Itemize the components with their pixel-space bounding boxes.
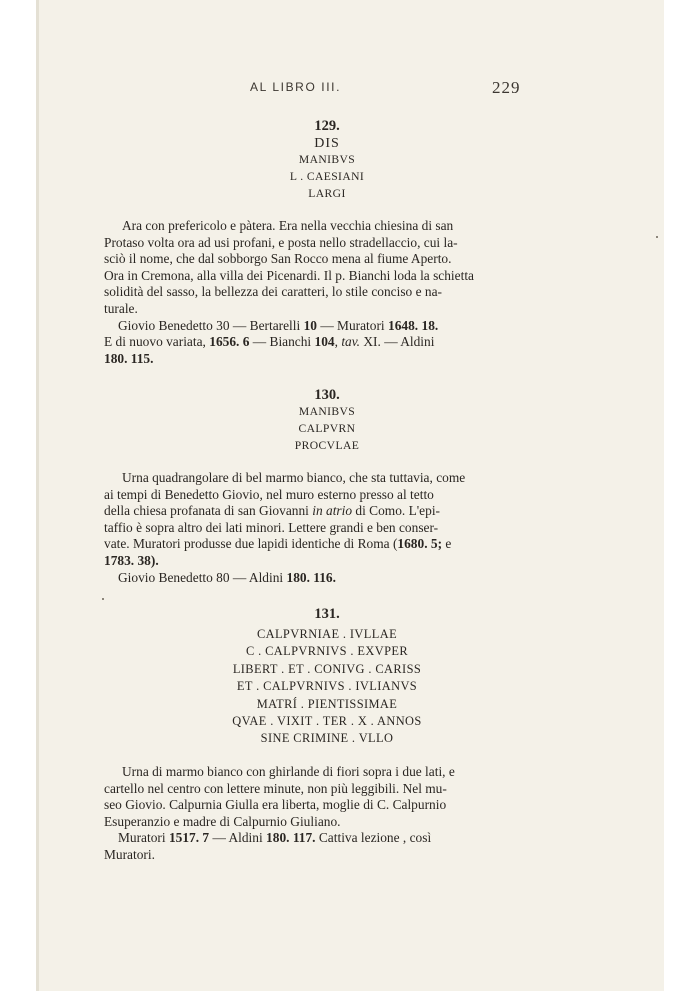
ref-text: — Muratori xyxy=(316,317,389,333)
commentary-italic: in atrio xyxy=(312,503,353,519)
commentary-text: della chiesa profanata di san Giovanni xyxy=(104,503,313,519)
commentary-line: Urna di marmo bianco con ghirlande di fiori sopra i due lati, e xyxy=(122,764,455,779)
ref-text: XI. — Aldini xyxy=(360,334,435,350)
inscription-line: MANIBVS xyxy=(298,405,356,418)
inscription-line: L . CAESIANI xyxy=(289,169,365,183)
book-page xyxy=(36,0,664,991)
references-131-line2: Muratori. xyxy=(104,846,155,862)
ref-text: Giovio Benedetto 30 — Bertarelli xyxy=(118,317,304,333)
references-129-line2 xyxy=(104,334,550,351)
commentary-line: cartello nel centro con lettere minute, non più leggibili. Nel mu- xyxy=(104,780,447,796)
ref-number: 1648. 18. xyxy=(388,317,439,333)
commentary-line: ai tempi di Benedetto Giovio, nel muro esterno presso al tetto xyxy=(104,486,434,502)
commentary-line: Urna quadrangolare di bel marmo bianco, che sta tuttavia, come xyxy=(122,470,466,485)
references-129 xyxy=(104,318,550,335)
references-130 xyxy=(104,570,550,587)
inscription-131 xyxy=(104,606,550,748)
ref-text: Cattiva lezione , così xyxy=(315,830,432,846)
commentary-text: vate. Muratori produsse due lapidi identiche di Roma ( xyxy=(104,536,398,552)
ref-number: 1656. 6 xyxy=(209,334,250,350)
ref-text: Giovio Benedetto 80 — Aldini xyxy=(118,569,287,585)
ref-number: 180. 116. xyxy=(286,569,336,585)
commentary-line xyxy=(104,536,550,553)
ref-text: — Aldini xyxy=(209,830,267,846)
commentary-line: solidità del sasso, la bellezza dei caratteri, lo stile conciso e na- xyxy=(104,284,442,300)
inscription-130 xyxy=(104,387,550,454)
inscription-number: 130. xyxy=(314,387,340,403)
page-gutter-shadow xyxy=(36,0,39,991)
inscription-line: ET . CALPVRNIVS . IVLIANVS xyxy=(236,679,418,694)
inscription-line: C . CALPVRNIVS . EXVPER xyxy=(245,644,409,659)
ref-text: Muratori xyxy=(118,830,169,846)
inscription-line: PROCVLAE xyxy=(294,438,360,452)
inscription-line: CALPVRNIAE . IVLLAE xyxy=(256,627,398,641)
commentary-129 xyxy=(104,218,550,367)
ref-number: 1517. 7 xyxy=(168,830,210,846)
ref-italic: tav. xyxy=(341,334,361,350)
inscription-line: QVAE . VIXIT . TER . X . ANNOS xyxy=(232,714,422,729)
commentary-text: e xyxy=(442,536,452,552)
scan-margin-right xyxy=(664,0,700,991)
inscription-line: SINE CRIMINE . VLLO xyxy=(260,731,394,746)
commentary-line: 1783. 38). xyxy=(104,552,159,568)
inscription-number: 131. xyxy=(314,606,340,622)
running-head: AL LIBRO III. xyxy=(250,80,342,94)
ref-text: , xyxy=(334,334,342,350)
printing-speck xyxy=(102,598,104,600)
inscription-129 xyxy=(104,118,550,202)
inscription-line: CALPVRN xyxy=(298,421,356,435)
ref-text: E di nuovo variata, xyxy=(104,334,210,350)
commentary-131 xyxy=(104,764,550,864)
page-number: 229 xyxy=(492,78,521,97)
ref-number: 180. 117. xyxy=(266,830,316,846)
commentary-line xyxy=(104,503,550,520)
inscription-number: 129. xyxy=(314,118,340,134)
inscription-line: LIBERT . ET . CONIVG . CARISS xyxy=(232,661,422,676)
commentary-line: turale. xyxy=(104,300,138,316)
ref-text: — Bianchi xyxy=(249,334,315,350)
commentary-bold: 1680. 5; xyxy=(397,536,443,552)
commentary-130 xyxy=(104,470,550,586)
commentary-line: sciò il nome, che dal sobborgo San Rocco mena al fiume Aperto. xyxy=(104,251,452,267)
commentary-line: taffio è sopra altro dei lati minori. Lettere grandi e ben conser- xyxy=(104,519,439,535)
commentary-line: seo Giovio. Calpurnia Giulla era liberta, moglie di C. Calpurnio xyxy=(104,797,447,813)
commentary-text: di Como. L'epi- xyxy=(352,503,441,519)
inscription-line: LARGI xyxy=(308,186,346,200)
commentary-line: Esuperanzio e madre di Calpurnio Giuliano. xyxy=(104,813,341,829)
inscription-line: DIS xyxy=(314,136,340,151)
references-129-line3: 180. 115. xyxy=(104,350,154,366)
page-header xyxy=(36,78,664,98)
printing-speck xyxy=(656,236,658,238)
commentary-line: Ara con prefericolo e pàtera. Era nella vecchia chiesina di san xyxy=(122,218,454,233)
inscription-line: MANIBVS xyxy=(298,153,356,166)
ref-number: 10 xyxy=(303,317,317,333)
commentary-line: Protaso volta ora ad usi profani, e posta nello stradellaccio, cui la- xyxy=(104,234,458,250)
commentary-line: Ora in Cremona, alla villa dei Picenardi. Il p. Bianchi loda la schietta xyxy=(104,267,474,283)
inscription-line: MATRÍ . PIENTISSIMAE xyxy=(256,696,398,711)
ref-number: 104 xyxy=(314,334,335,350)
references-131 xyxy=(104,830,550,847)
